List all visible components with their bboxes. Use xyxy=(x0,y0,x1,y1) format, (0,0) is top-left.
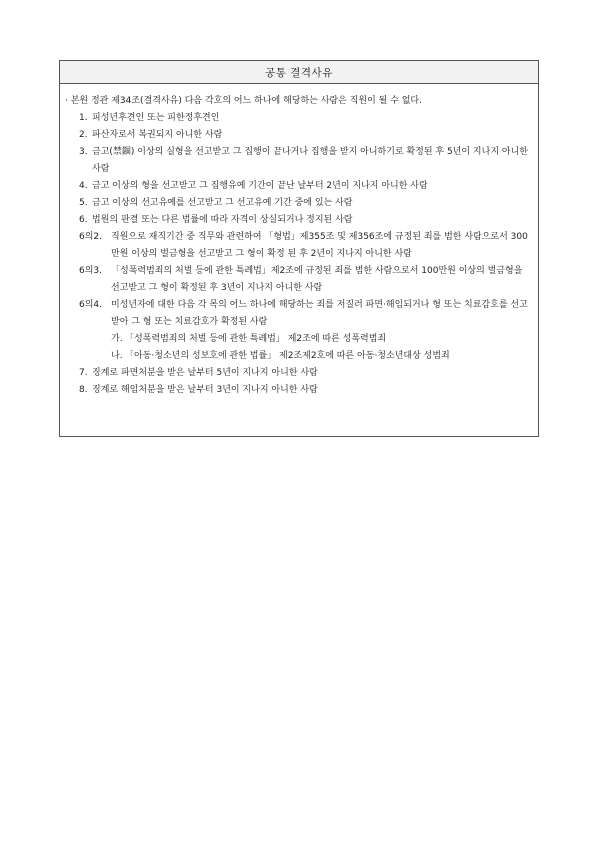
list-item-1 xyxy=(65,110,533,127)
item-number: 7. xyxy=(79,368,88,378)
item-text: 직원으로 재직기간 중 직무와 관련하여 「형법」제355조 및 제356조에 규정된 죄를 범한 사람으로서 300만원 이상의 벌금형을 선고받고 그 형이 확정 된 후 2년이 지나지 아니한 사람 xyxy=(111,232,528,259)
sub-item-text: 「성폭력범죄의 처벌 등에 관한 특례법」 제2조에 따른 성폭력범죄 xyxy=(125,334,387,344)
item-text: 피성년후견인 또는 피한정후견인 xyxy=(92,113,220,123)
list-item-6-2 xyxy=(65,229,533,263)
item-text: 금고 이상의 선고유예를 선고받고 그 선고유예 기간 중에 있는 사람 xyxy=(92,198,353,208)
item-text: 파산자로서 복권되지 아니한 사람 xyxy=(92,130,223,140)
item-number: 6. xyxy=(79,215,88,225)
list-item-6-3 xyxy=(65,263,533,297)
list-item-8 xyxy=(65,382,533,399)
item-text: 법원의 판결 또는 다른 법률에 따라 자격이 상실되거나 정지된 사람 xyxy=(92,215,353,225)
sub-item-na xyxy=(65,348,533,365)
item-text: 금고 이상의 형을 선고받고 그 집행유예 기간이 끝난 날부터 2년이 지나지 아니한 사람 xyxy=(92,181,428,191)
list-item-7 xyxy=(65,365,533,382)
sub-item-number: 나. xyxy=(111,351,123,361)
item-text: 미성년자에 대한 다음 각 목의 어느 하나에 해당하는 죄를 저질러 파면·해임되거나 형 또는 치료감호를 선고받아 그 형 또는 치료감호가 확정된 사람 xyxy=(111,300,528,327)
item-number: 6의2. xyxy=(79,232,103,242)
item-number: 8. xyxy=(79,385,88,395)
item-number: 5. xyxy=(79,198,88,208)
list-item-6 xyxy=(65,212,533,229)
item-text: 징계로 파면처분을 받은 날부터 5년이 지나지 아니한 사람 xyxy=(92,368,318,378)
item-text: 금고(禁錮) 이상의 실형을 선고받고 그 집행이 끝나거나 집행을 받지 아니하기로 확정된 후 5년이 지나지 아니한 사람 xyxy=(92,147,528,174)
box-title: 공통 결격사유 xyxy=(60,61,538,84)
list-item-5 xyxy=(65,195,533,212)
list-item-4 xyxy=(65,178,533,195)
sub-item-text: 「아동·청소년의 성보호에 관한 법률」 제2조제2호에 따른 아동·청소년대상 성범죄 xyxy=(125,351,450,361)
item-number: 1. xyxy=(79,113,88,123)
box-body xyxy=(60,84,538,399)
list-item-6-4 xyxy=(65,297,533,331)
sub-item-number: 가. xyxy=(111,334,123,344)
item-text: 「성폭력범죄의 처벌 등에 관한 특례법」제2조에 규정된 죄를 범한 사람으로서 100만원 이상의 벌금형을 선고받고 그 형이 확정된 후 3년이 지나지 아니한 사람 xyxy=(111,266,523,293)
sub-item-ga xyxy=(65,331,533,348)
item-number: 2. xyxy=(79,130,88,140)
list-item-2 xyxy=(65,127,533,144)
disqualification-box xyxy=(59,60,539,437)
item-number: 3. xyxy=(79,147,88,157)
item-number: 6의3. xyxy=(79,266,103,276)
item-number: 6의4. xyxy=(79,300,103,310)
intro-text: · 본원 정관 제34조(결격사유) 다음 각호의 어느 하나에 해당하는 사람은 직원이 될 수 없다. xyxy=(65,96,422,106)
item-number: 4. xyxy=(79,181,88,191)
list-item-3 xyxy=(65,144,533,178)
item-text: 징계로 해임처분을 받은 날부터 3년이 지나지 아니한 사람 xyxy=(92,385,318,395)
